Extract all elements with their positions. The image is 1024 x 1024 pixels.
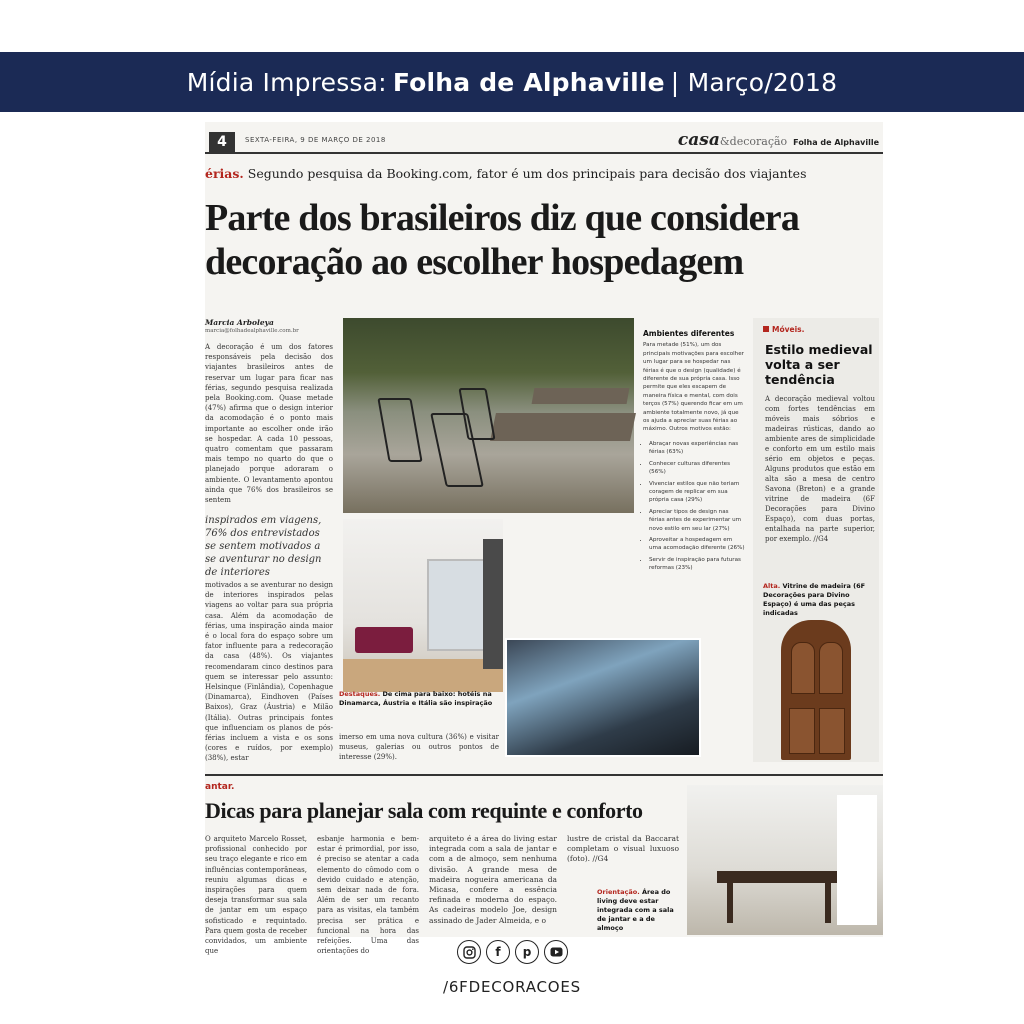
byline-email: marcia@folhadealphaville.com.br	[205, 328, 299, 334]
banner-prefix: Mídia Impressa:	[186, 67, 387, 97]
list-item: • Apreciar tipos de design nas férias antes de experimentar um novo estilo em seu lar (27%)	[649, 508, 745, 533]
brand-newspaper: Folha de Alphaville	[793, 138, 879, 147]
photo-dining-room	[687, 785, 883, 935]
photo-terrace	[343, 318, 634, 513]
list-item: • Conhecer culturas diferentes (56%)	[649, 460, 745, 477]
page-header	[205, 128, 883, 154]
article-headline	[205, 196, 883, 284]
body-column-1: A decoração é um dos fatores responsáveis pela decisão dos viajantes brasileiros antes de reservar um lugar para ficar nas férias, segundo pesquisa realizada pela Booking.com. Quase metade (47%) afirma que o design interior da acomodação é o ponto mais importante ao escolher onde irão se hospedar. A cada 10 pessoas, quatro comentam que passaram mais tempo no quarto do que o planejado porque adoraram o ambiente. O levantamento apontou ainda que 76% dos brasileiros se sentem	[205, 343, 333, 505]
headline-line-1: Parte dos brasileiros diz que considera	[205, 197, 800, 239]
caption-text: De cima para baixo: hotéis na Dinamarca, Áustria e Itália são inspiração	[339, 690, 493, 707]
youtube-icon[interactable]	[544, 940, 568, 964]
section-brand	[678, 130, 879, 150]
s2-column-4: lustre de cristal da Baccarat completam o visual luxuoso (foto). //G4	[567, 834, 679, 864]
caption-label: Destaques.	[339, 690, 381, 698]
photo-wooden-cabinet	[781, 620, 851, 760]
s2-column-3: arquiteto é a área do living estar integrada com a sala de jantar e com a de almoço, sem nenhuma divisão. A grande mesa de madeira nogueira americana da Micasa, confere a essência refinada e moderna do espaço. As cadeiras modelo Joe, design assinado de Jader Almeida, e o	[429, 834, 557, 925]
page-number: 4	[209, 132, 235, 152]
banner-publication: Folha de Alphaville	[392, 67, 665, 97]
header-banner	[0, 52, 1024, 112]
photo-caption-destaques	[339, 690, 505, 708]
box-kicker: Móveis.	[763, 325, 804, 334]
brand-casa: casa	[677, 130, 720, 150]
photo-hotel-room	[343, 519, 503, 692]
facebook-icon[interactable]: f	[486, 940, 510, 964]
page-date: SEXTA-FEIRA, 9 DE MARÇO DE 2018	[245, 136, 386, 144]
pull-quote: inspirados em viagens, 76% dos entrevistados se sentem motivados a se aventurar no design de interiores	[205, 515, 322, 578]
social-handle: /6FDECORACOES	[442, 978, 582, 996]
kicker-label: érias.	[205, 166, 244, 181]
box-caption	[763, 582, 873, 618]
banner-date: | Março/2018	[670, 67, 838, 97]
list-item: • Aproveitar a hospedagem em uma acomodação diferente (26%)	[649, 536, 745, 553]
list-item: • Vivenciar estilos que não teriam coragem de replicar em sua própria casa (29%)	[649, 480, 745, 505]
instagram-icon[interactable]	[457, 940, 481, 964]
sidebar-title: Ambientes diferentes	[643, 329, 735, 338]
kicker-text: Segundo pesquisa da Booking.com, fator é um dos principais para decisão dos viajantes	[247, 166, 807, 181]
photo-hotel-view	[505, 638, 701, 757]
brand-decoracao: &decoração	[719, 135, 788, 148]
s2-caption-text: Área do living deve estar integrada com a sala de jantar e a de almoço	[597, 888, 674, 932]
section2-title: Dicas para planejar sala com requinte e conforto	[205, 798, 643, 823]
list-item: • Abraçar novas experiências nas férias (63%)	[649, 440, 745, 457]
sidebar-list	[643, 440, 745, 573]
headline-line-2: decoração ao escolher hospedagem	[205, 241, 744, 283]
list-item: • Servir de inspiração para futuras reformas (23%)	[649, 556, 745, 573]
box-caption-text: Vitrine de madeira (6F Decorações para Divino Espaço) é uma das peças indicadas	[763, 582, 866, 617]
s2-photo-caption	[597, 888, 683, 933]
pinterest-icon[interactable]: p	[515, 940, 539, 964]
sidebar-box-moveis	[753, 318, 879, 762]
s2-caption-label: Orientação.	[597, 888, 640, 896]
newspaper-clipping	[205, 122, 883, 956]
sidebar-text: Para metade (51%), um dos principais motivações para escolher um lugar para se hospedar nas férias é que o design (qualidade) é diferente de sua própria casa. Isso permite que eles escapem de maneira física e mental, com dois terços (57%) querendo ficar em um ambiente totalmente novo, já que os ajuda a apreciar suas férias ao máximo. Outros motivos estão:	[643, 342, 744, 433]
social-icons	[457, 940, 568, 964]
article-kicker	[205, 166, 807, 181]
body-column-2b: imerso em uma nova cultura (36%) e visitar museus, galerias ou outros pontos de interesse (29%).	[339, 733, 499, 762]
s2-column-2: esbanje harmonia e bem-estar é primordial, por isso, é preciso se atentar a cada elemento do cômodo com o devido cuidado e atenção, sem deixar nada de fora. Além de ser um recanto para as visitas, ela também precisa ser prática e funcional na hora das refeições. Uma das orientações do	[317, 835, 419, 956]
section2-kicker: antar.	[205, 782, 235, 792]
sidebar-ambientes	[643, 330, 745, 576]
byline: Marcia Arboleya	[205, 318, 274, 327]
box-title: Estilo medieval volta a ser tendência	[765, 342, 873, 387]
box-caption-label: Alta.	[763, 582, 781, 590]
s2-column-1: O arquiteto Marcelo Rosset, profissional conhecido por seu traço elegante e rico em influências contemporâneas, reuniu algumas dicas e inspirações para quem deseja transformar sua sala de jantar em um espaço sofisticado e requintado. Para quem gosta de receber convidados, um ambiente que	[205, 835, 307, 956]
body-column-1b: motivados a se aventurar no design de interiores inspirados pelas viagens ao voltar para sua própria casa. Além da acomodação de férias, uma inspiração ainda maior é o local fora do espaço sobre um fator influente para a redecoração da casa (48%). Os viajantes recomendaram cinco destinos para quem se interessar pelo assunto: Helsinque (Finlândia), Copenhague (Dinamarca), Eindhoven (Países Baixos), Graz (Áustria) e Milão (Itália). Outras principais fontes que influenciam os planos de pós-férias incluem a vista e os sons (cores e ruídos, por exemplo) (38%), estar	[205, 581, 333, 763]
section-divider	[205, 774, 883, 776]
box-text: A decoração medieval voltou com fortes tendências em móveis mais sóbrios e madeiras rústicas, dando ao ambiente ares de simplicidade e conforto em um estilo mais sério em objetos e peças. Alguns produtos que estão em alta são a mesa de centro Savona (Breton) e a grande vitrine de madeira (6F Decorações para Divino Espaço), com duas portas, entalhada na parte superior, por exemplo. //G4	[765, 395, 875, 543]
